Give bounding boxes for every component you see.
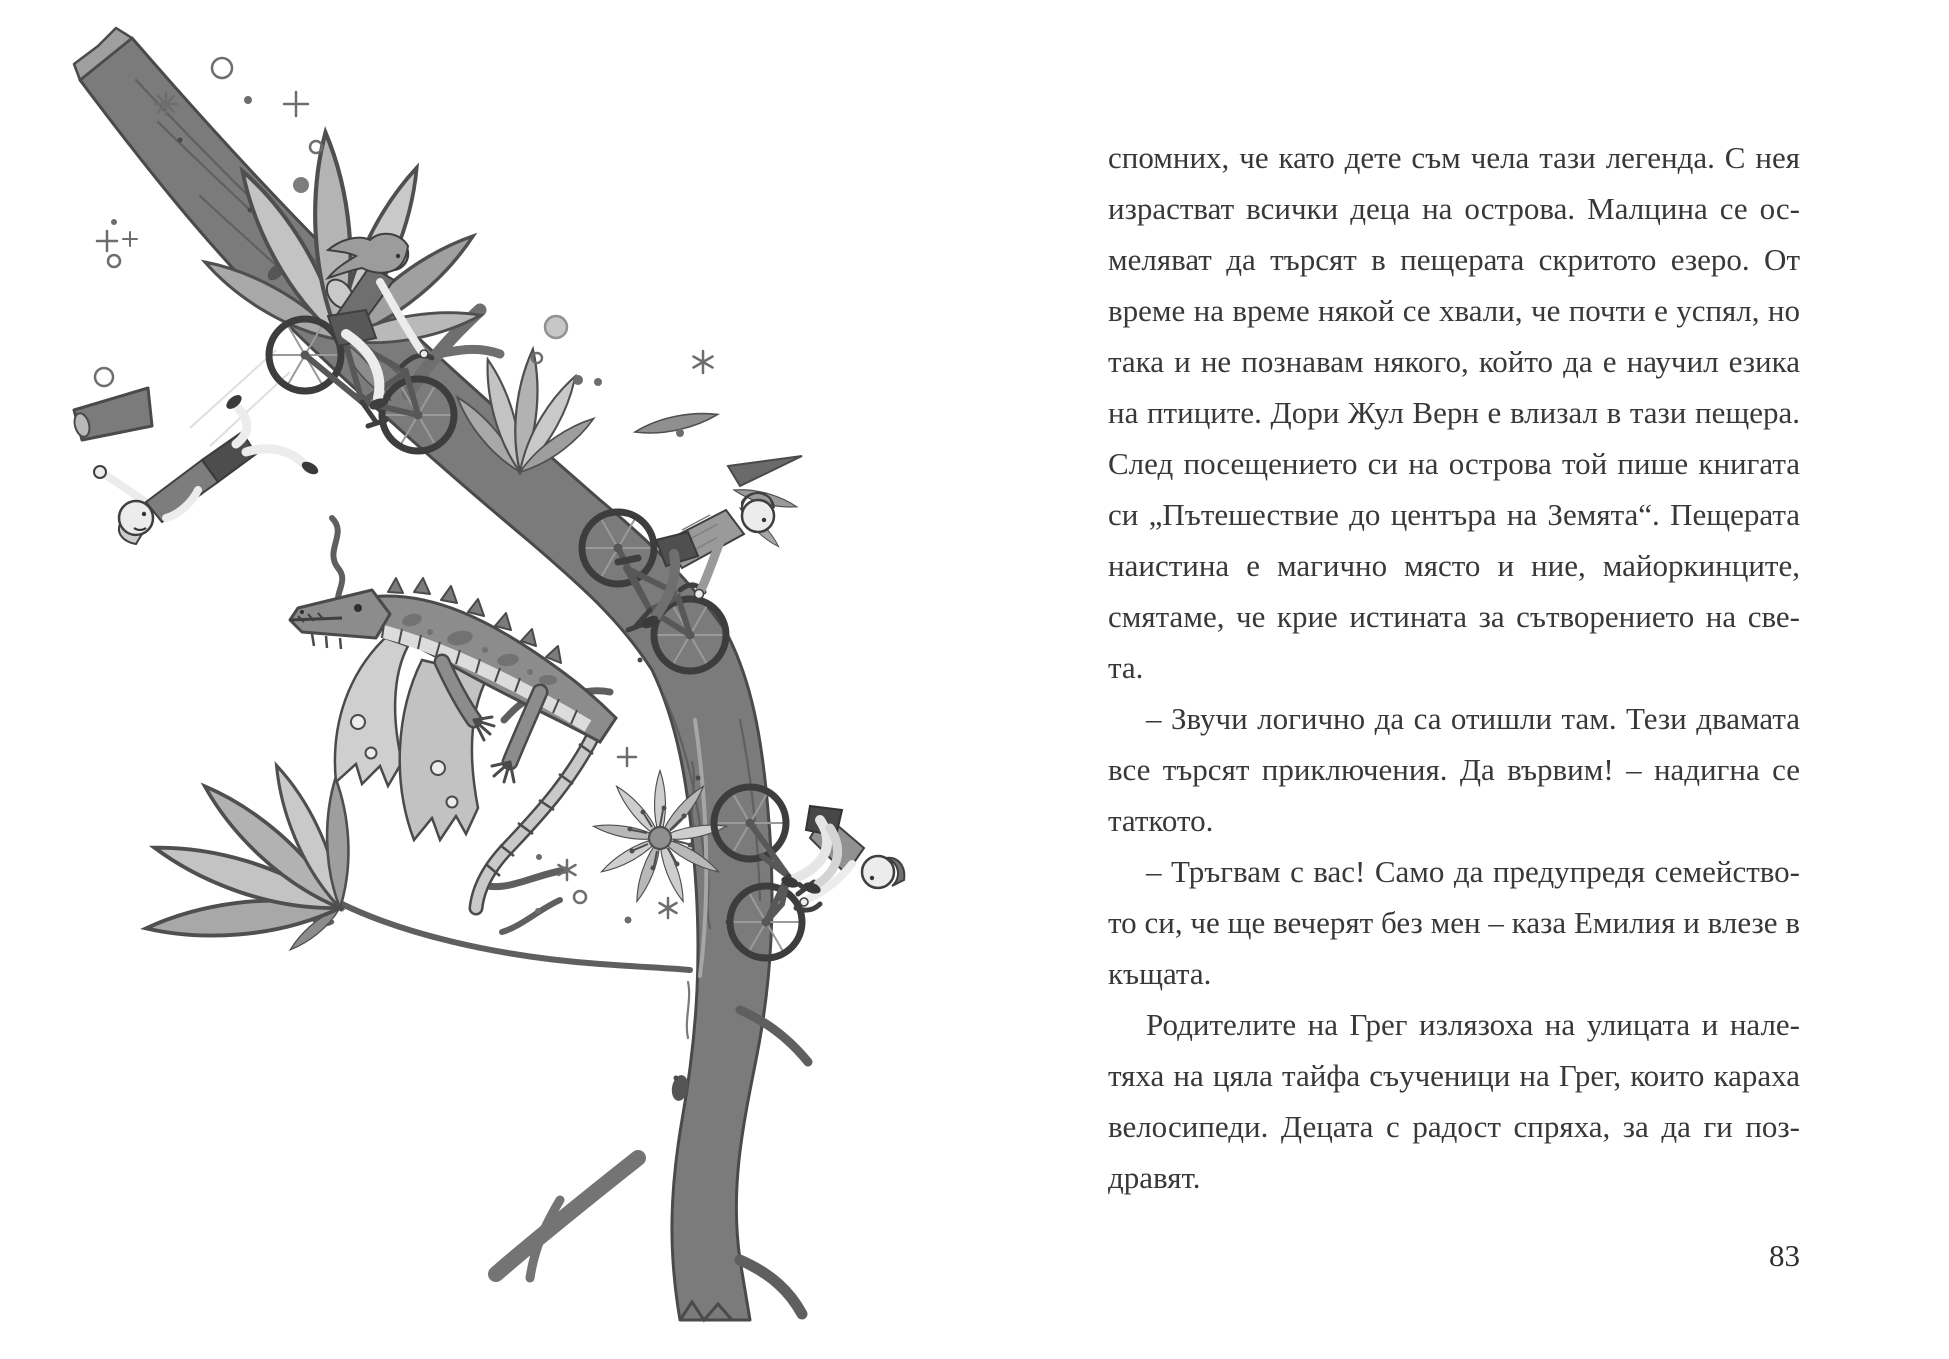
text-line: дравят. bbox=[1108, 1160, 1201, 1195]
text-line: меляват да търсят в пещерата скритото езеро. От bbox=[1108, 242, 1800, 277]
text-line: къщата. bbox=[1108, 956, 1212, 991]
illustration-children-cycling-on-branch bbox=[40, 20, 940, 1340]
text-line: Родителите на Грег излязоха на улицата и нале- bbox=[1146, 1007, 1800, 1042]
text-line: та. bbox=[1108, 650, 1144, 685]
text-line: смятаме, че крие истината за сътворението на све- bbox=[1108, 599, 1800, 634]
text-line: таткото. bbox=[1108, 803, 1214, 838]
text-line: наистина е магично място и ние, майоркинците, bbox=[1108, 548, 1800, 583]
text-line: израстват всички деца на острова. Малцина се ос- bbox=[1108, 191, 1800, 226]
page-number: 83 bbox=[1769, 1238, 1800, 1273]
falling-boy bbox=[94, 350, 320, 544]
text-line: то си, че ще вечерят без мен – каза Емилия и влезе в bbox=[1108, 905, 1800, 940]
text-line: спомних, че като дете съм чела тази легенда. С нея bbox=[1108, 140, 1800, 175]
text-line: След посещението си на острова той пише книгата bbox=[1108, 446, 1800, 481]
magnolia-cluster-left bbox=[144, 760, 351, 953]
text-line: така и не познавам някого, който да е научил езика bbox=[1108, 344, 1800, 379]
text-line: все търсят приключения. Да вървим! – надигна се bbox=[1108, 752, 1800, 787]
text-line: велосипеди. Децата с радост спряха, за да ги поз- bbox=[1108, 1109, 1800, 1144]
text-line: на птиците. Дори Жул Верн е влизал в тази пещера. bbox=[1108, 395, 1800, 430]
body-text bbox=[1108, 132, 1800, 1203]
text-line: тяха на цяла тайфа съученици на Грег, които караха bbox=[1108, 1058, 1800, 1093]
text-line: време на време някой се хвали, че почти е успял, но bbox=[1108, 293, 1800, 328]
text-line: – Звучи логично да са отишли там. Тези двамата bbox=[1146, 701, 1800, 736]
text-line: – Тръгвам с вас! Само да предупредя семейство- bbox=[1146, 854, 1800, 889]
text-line: си „Пътешествие до центъра на Земята“. Пещерата bbox=[1108, 497, 1800, 532]
